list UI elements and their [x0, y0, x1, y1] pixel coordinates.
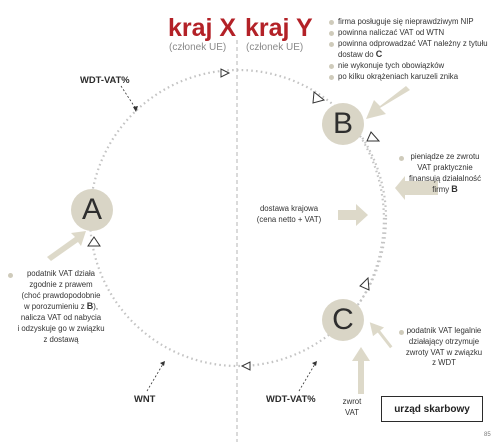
vat-refund-label: zwrot VAT: [342, 397, 362, 417]
direction-arrow-b-track: [367, 132, 379, 141]
direction-arrow-c: [360, 278, 369, 290]
wdt-top-label: WDT-VAT%: [80, 74, 130, 85]
taxpayer-a-note: podatnik VAT działa zgodnie z prawem (choć prawdopodobnie w porozumieniu z B), nalicza VAT od nabycia i odzyskuje go w związku z dostawą: [17, 269, 105, 344]
arrow-refund-to-c: [352, 347, 370, 394]
arrow-domestic: [338, 204, 368, 226]
company-b-facts: [329, 17, 499, 83]
node-b-label: B: [332, 107, 353, 140]
arrow-to-a: [47, 231, 86, 261]
wnt-label: WNT: [134, 393, 156, 404]
country-x-title: kraj X: [168, 14, 237, 42]
arrow-to-b: [366, 86, 410, 119]
node-c-label: C: [332, 303, 354, 336]
tax-office-label: urząd skarbowy: [394, 403, 470, 415]
taxpayer-c-note: podatnik VAT legalnie działający otrzymuje zwroty VAT w związku z WDT: [405, 326, 483, 368]
page-number: 85: [484, 432, 491, 438]
direction-arrow-bottom: [242, 362, 250, 370]
b-fact-item: firma posługuje się nieprawdziwym NIP: [329, 17, 499, 28]
direction-arrow-a: [88, 237, 100, 246]
wdt-bottom-label: WDT-VAT%: [266, 393, 316, 404]
b-fact-item: nie wykonuje tych obowiązków: [329, 61, 499, 72]
domestic-delivery-label: [248, 204, 330, 226]
wnt-leader-tip: [160, 361, 165, 366]
tax-office-box: [381, 396, 483, 422]
wnt-leader: [147, 364, 163, 391]
b-fact-item: powinna odprowadzać VAT należny z tytułu dostaw do C: [329, 39, 499, 62]
country-x-subtitle: (członek UE): [169, 42, 227, 53]
block-arrows: [47, 86, 438, 394]
domestic-line-2: (cena netto + VAT): [256, 214, 322, 224]
b-fact-item: po kilku okrążeniach karuzeli znika: [329, 72, 499, 83]
country-y-title: kraj Y: [245, 14, 313, 42]
domestic-line-1: dostawa krajowa: [259, 204, 319, 213]
refund-finances-b-note: pieniądze ze zwrotu VAT praktycznie finansują działalność firmy B: [409, 152, 481, 195]
b-fact-item: powinna naliczać VAT od WTN: [329, 28, 499, 39]
wdt-top-leader: [121, 86, 136, 109]
wdt-bottom-leader-tip: [312, 361, 317, 366]
arrow-to-c-right: [365, 317, 396, 352]
country-y-subtitle: (członek UE): [246, 42, 304, 53]
node-a-label: A: [81, 193, 102, 226]
wdt-bottom-leader: [299, 364, 315, 391]
